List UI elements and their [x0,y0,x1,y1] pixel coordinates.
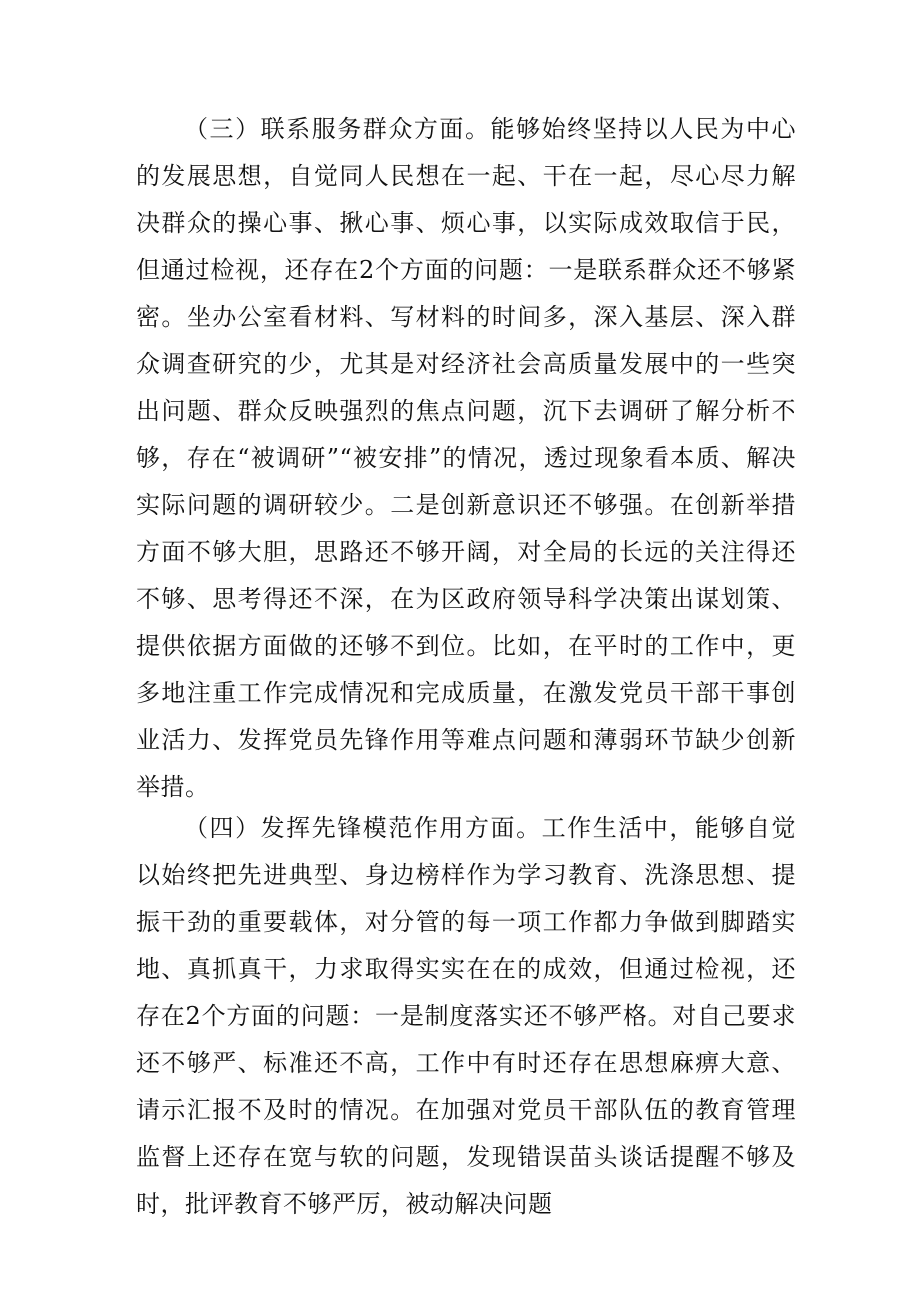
paragraph-section-three: （三）联系服务群众方面。能够始终坚持以人民为中心的发展思想，自觉同人民想在一起、干在一起，尽心尽力解决群众的操心事、揪心事、烦心事，以实际成效取信于民，但通过检视，还存在2个方面的问题：一是联系群众还不够紧密。坐办公室看材料、写材料的时间多，深入基层、深入群众调查研究的少，尤其是对经济社会高质量发展中的一些突出问题、群众反映强烈的焦点问题，沉下去调研了解分析不够，存在“被调研”“被安排”的情况，透过现象看本质、解决实际问题的调研较少。二是创新意识还不够强。在创新举措方面不够大胆，思路还不够开阔，对全局的长远的关注得还不够、思考得还不深，在为区政府领导科学决策出谋划策、提供依据方面做的还够不到位。比如，在平时的工作中，更多地注重工作完成情况和完成质量，在激发党员干部干事创业活力、发挥党员先锋作用等难点问题和薄弱环节缺少创新举措。 [136,115,796,801]
paragraph-section-four: （四）发挥先锋模范作用方面。工作生活中，能够自觉以始终把先进典型、身边榜样作为学习教育、洗涤思想、提振干劲的重要载体，对分管的每一项工作都力争做到脚踏实地、真抓真干，力求取得实实在在的成效，但通过检视，还存在2个方面的问题：一是制度落实还不够严格。对自己要求还不够严、标准还不高，工作中有时还存在思想麻痹大意、请示汇报不及时的情况。在加强对党员干部队伍的教育管理监督上还存在宽与软的问题，发现错误苗头谈话提醒不够及时，批评教育不够严厉，被动解决问题 [136,814,796,1218]
